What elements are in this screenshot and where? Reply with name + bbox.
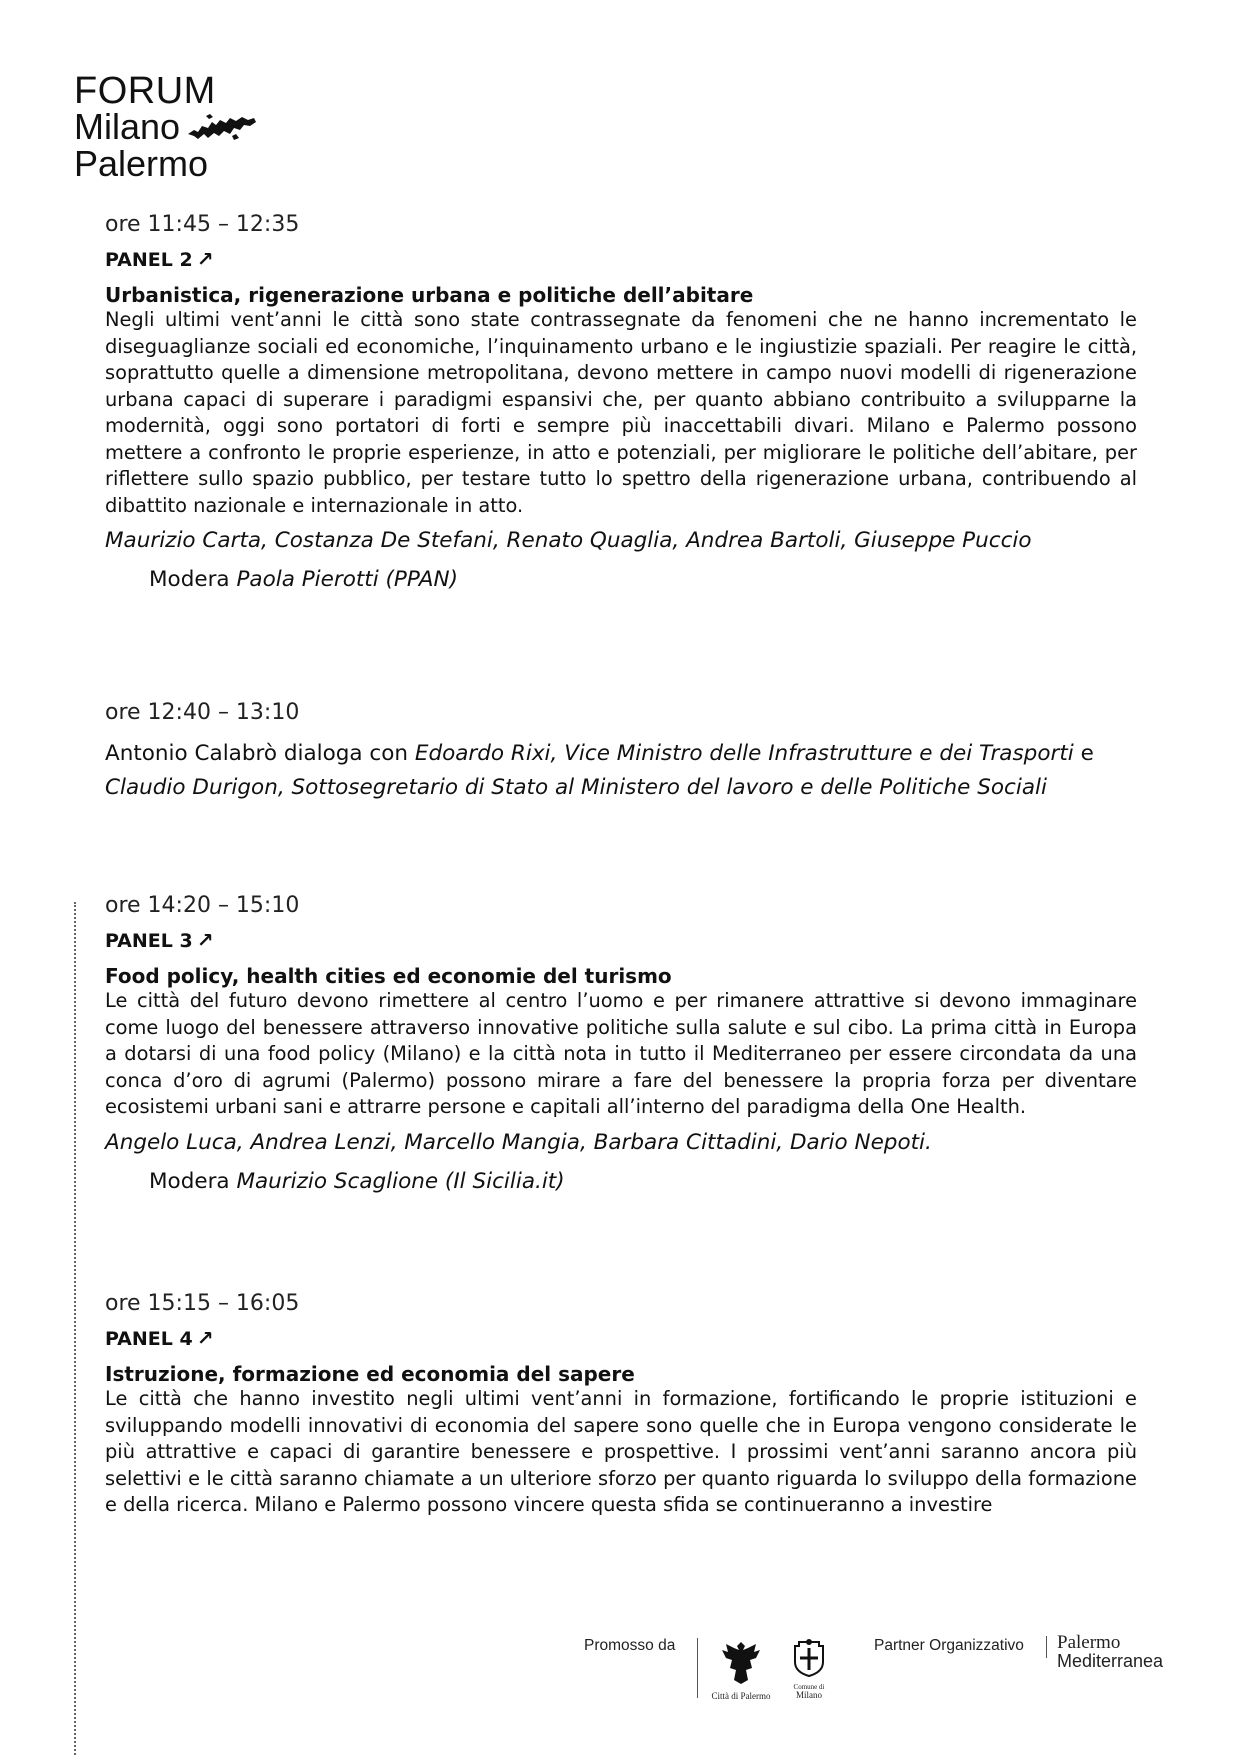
dotted-divider	[74, 902, 76, 1755]
panel-label: PANEL 3	[105, 930, 193, 952]
session-time: ore 15:15 – 16:05	[105, 1291, 300, 1316]
session-description: Le città del futuro devono rimettere al centro l’uomo e per rimanere attrattive si devono immaginare come luogo del benessere attraverso innovative politiche sulla salute e sul cibo. La prima città in Europa a dotarsi di una food policy (Milano) e la città nota in tutto il Mediterraneo per essere circondata da una conca d’oro di agrumi (Palermo) possono mirare a fare del benessere la propria forza per diventare ecosistemi urbani sani e attrarre persone e capitali all’interno del paradigma della One Health.	[105, 989, 1137, 1118]
partner-logo-line-2: Mediterranea	[1057, 1651, 1164, 1671]
session-panel-3	[105, 893, 1137, 1194]
dialogue-guest-1: Edoardo Rixi, Vice Ministro delle Infrastrutture e dei Trasporti	[414, 741, 1074, 766]
dialogue-host: Antonio Calabrò dialoga con	[105, 741, 409, 766]
session-moderator	[105, 567, 1137, 592]
moderator-name: Maurizio Scaglione (Il Sicilia.it)	[236, 1168, 565, 1194]
session-time: ore 11:45 – 12:35	[105, 212, 300, 237]
milano-caption-1: Comune di	[793, 1683, 825, 1691]
milano-crest	[785, 1638, 833, 1700]
session-description: Le città che hanno investito negli ultimi vent’anni in formazione, fortificando le proprie istituzioni e sviluppando modelli innovativi di economia del sapere sono quelle che in Europa vengono considerate le più attrattive e capaci di garantire benessere e prospettive. I prossimi vent’anni saranno ancora più selettivi e le città saranno chiamate a un ulteriore sforzo per quanto riguarda lo sviluppo della formazione e della ricerca. Milano e Palermo possono vincere questa sfida se continueranno a investire	[105, 1387, 1137, 1516]
partner-label: Partner Organizzativo	[874, 1637, 1024, 1654]
session-dialogue	[105, 700, 1137, 805]
session-title: Istruzione, formazione ed economia del sapere	[105, 1362, 635, 1386]
arrow-up-right-icon: ↗	[196, 928, 214, 952]
palermo-crest	[710, 1638, 772, 1701]
panel-label: PANEL 2	[105, 249, 193, 271]
arrow-up-right-icon: ↗	[196, 247, 214, 271]
panel-link[interactable]	[105, 247, 1137, 271]
panel-link[interactable]	[105, 928, 1137, 952]
session-speakers: Maurizio Carta, Costanza De Stefani, Renato Quaglia, Andrea Bartoli, Giuseppe Puccio	[105, 528, 1032, 553]
dialogue-text	[105, 737, 1137, 805]
session-panel-2	[105, 212, 1137, 592]
dialogue-guest-2: Claudio Durigon, Sottosegretario di Stato al Ministero del lavoro e delle Politiche Sociali	[105, 775, 1047, 800]
promoted-by-label: Promosso da	[584, 1637, 676, 1654]
partner-logo-line-1: Palermo	[1057, 1632, 1121, 1653]
forum-logo	[74, 72, 258, 184]
palermo-mediterranea-logo	[1057, 1634, 1163, 1670]
session-speakers: Angelo Luca, Andrea Lenzi, Marcello Mangia, Barbara Cittadini, Dario Nepoti.	[105, 1129, 932, 1155]
palermo-eagle-icon	[710, 1638, 772, 1688]
panel-link[interactable]	[105, 1326, 1137, 1350]
moderator-name: Paola Pierotti (PPAN)	[236, 567, 458, 592]
moderator-label: Modera	[149, 1168, 230, 1194]
logo-line-milano: Milano	[74, 106, 181, 147]
logo-line-forum: FORUM	[74, 70, 216, 112]
session-description: Negli ultimi vent’anni le città sono state contrassegnate da fenomeni che ne hanno incrementato le diseguaglianze sociali ed economiche, l’inquinamento urbano e le ingiustizie spaziali. Per reagire le città, soprattutto quelle a dimensione metropolitana, devono mettere in campo nuovi modelli di rigenerazione urbana capaci di superare i paradigmi espansivi che, per quanto abbiano contribuito a svilupparne la modernità, oggi sono portatori di forti e sempre più inaccettabili divari. Milano e Palermo possono mettere a confronto le proprie esperienze, in atto e potenziali, per migliorare le politiche dell’abitare, per riflettere sullo spazio pubblico, per testare tutto lo spettro della rigenerazione urbana, contribuendo al dibattito nazionale e internazionale in atto.	[105, 308, 1137, 517]
arrow-up-right-icon: ↗	[196, 1326, 214, 1350]
milano-shield-icon	[785, 1638, 833, 1680]
moderator-label: Modera	[149, 567, 230, 592]
partner-divider	[1046, 1636, 1047, 1658]
session-panel-4	[105, 1291, 1137, 1519]
milano-caption-2: Milano	[796, 1690, 822, 1700]
dialogue-conjunction: e	[1080, 741, 1094, 766]
footer-sponsors	[580, 1632, 1180, 1710]
mediterranean-map-icon	[186, 112, 258, 142]
footer-divider	[697, 1638, 698, 1698]
logo-row-milano	[74, 108, 258, 146]
logo-line-palermo: Palermo	[74, 143, 209, 184]
session-title: Food policy, health cities ed economie del turismo	[105, 964, 672, 988]
session-time: ore 12:40 – 13:10	[105, 700, 300, 725]
session-time: ore 14:20 – 15:10	[105, 893, 300, 918]
session-title: Urbanistica, rigenerazione urbana e politiche dell’abitare	[105, 283, 754, 307]
session-moderator	[105, 1169, 1137, 1194]
palermo-caption: Città di Palermo	[711, 1691, 771, 1701]
panel-label: PANEL 4	[105, 1328, 193, 1350]
